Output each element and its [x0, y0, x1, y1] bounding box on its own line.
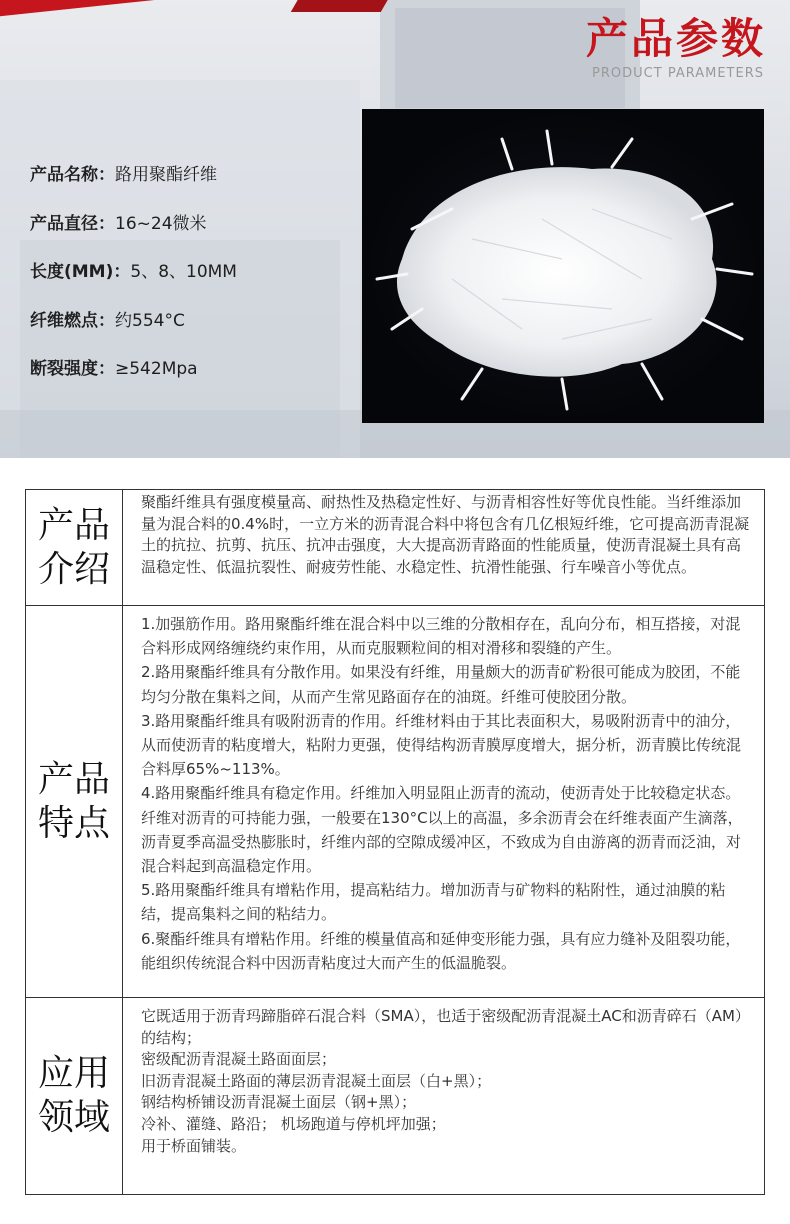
application-item: 密级配沥青混凝土路面面层；	[141, 1050, 337, 1069]
param-strength: 断裂强度：≥542Mpa	[30, 359, 198, 379]
page-title: 产品参数	[585, 14, 766, 63]
param-name: 产品名称：路用聚酯纤维	[30, 165, 217, 185]
feature-item: 4.路用聚酯纤维具有稳定作用。纤维加入明显阻止沥青的流动，使沥青处于比较稳定状态。纤维对沥青的可持能力强，一般要在130°C以上的高温，多余沥青会在纤维表面产生滴落，沥青夏季高温受热膨胀时，纤维内部的空隙成缓冲区，不致成为自由游离的沥青而泛油，对混合料起到高温稳定作用。	[141, 784, 743, 876]
intro-label-cell	[26, 490, 123, 605]
application-item: 用于桥面铺装。	[141, 1136, 247, 1155]
product-info-table	[25, 489, 765, 1195]
features-label-cell	[26, 606, 123, 997]
applications-label: 应用领域	[37, 1053, 110, 1138]
param-diameter: 产品直径：16~24微米	[30, 213, 207, 234]
applications-row	[26, 997, 764, 1194]
feature-item: 5.路用聚酯纤维具有增粘作用，提高粘结力。增加沥青与矿物料的粘附性，通过油膜的粘结，提高集料之间的粘结力。	[141, 881, 726, 924]
features-label: 产品特点	[37, 758, 110, 844]
param-ignition: 纤维燃点：约554°C	[30, 310, 185, 331]
param-length: 长度(MM)：5、8、10MM	[30, 262, 237, 282]
intro-label: 产品介绍	[37, 504, 110, 590]
application-item: 冷补、灌缝、路沿； 机场跑道与停机坪加强；	[141, 1114, 446, 1133]
application-item: 它既适用于沥青玛蹄脂碎石混合料（SMA），也适于密级配沥青混凝土AC和沥青碎石（AM）的结构；	[141, 1007, 750, 1047]
feature-item: 2.路用聚酯纤维具有分散作用。如果没有纤维，用量颇大的沥青矿粉很可能成为胶团，不能均匀分散在集料之间，从而产生常见路面存在的油斑。纤维可使胶团分散。	[141, 663, 741, 706]
applications-content	[141, 998, 750, 1157]
intro-row	[26, 490, 764, 605]
intro-content	[141, 490, 750, 578]
features-row	[26, 605, 764, 997]
param-list	[30, 160, 237, 403]
applications-label-cell	[26, 998, 123, 1194]
fiber-photo	[362, 109, 764, 423]
application-item: 钢结构桥铺设沥青混凝土面层（钢+黑）；	[141, 1093, 417, 1112]
application-item: 旧沥青混凝土路面的薄层沥青混凝土面层（白+黑）；	[141, 1071, 492, 1090]
feature-item: 6.聚酯纤维具有增粘作用。纤维的模量值高和延伸变形能力强，具有应力缝补及阻裂功能，能组织传统混合料中因沥青粘度过大而产生的低温脆裂。	[141, 929, 741, 972]
intro-text: 聚酯纤维具有强度模量高、耐热性及热稳定性好、与沥青相容性好等优良性能。当纤维添加量为混合料的0.4%时，一立方米的沥青混合料中将包含有几亿根短纤维，它可提高沥青混凝土的抗拉、抗剪、抗压、抗冲击强度，大大提高沥青路面的性能质量，使沥青混凝土具有高温稳定性、低温抗裂性、耐疲劳性能、水稳定性、抗滑性能强、行车噪音小等优点。	[141, 493, 750, 576]
features-content	[141, 606, 750, 975]
feature-item: 3.路用聚酯纤维具有吸附沥青的作用。纤维材料由于其比表面积大，易吸附沥青中的油分，从而使沥青的粘度增大，粘附力更强，使得结构沥青膜厚度增大，据分析，沥青膜比传统混合料厚65%~113%。	[141, 711, 742, 779]
page-subtitle: PRODUCT PARAMETERS	[592, 66, 764, 81]
feature-item: 1.加强筋作用。路用聚酯纤维在混合料中以三维的分散相存在，乱向分布，相互搭接，对混合料形成网络缠绕约束作用，从而克服颗粒间的相对滑移和裂缝的产生。	[141, 615, 741, 658]
parameters-banner	[0, 0, 790, 458]
